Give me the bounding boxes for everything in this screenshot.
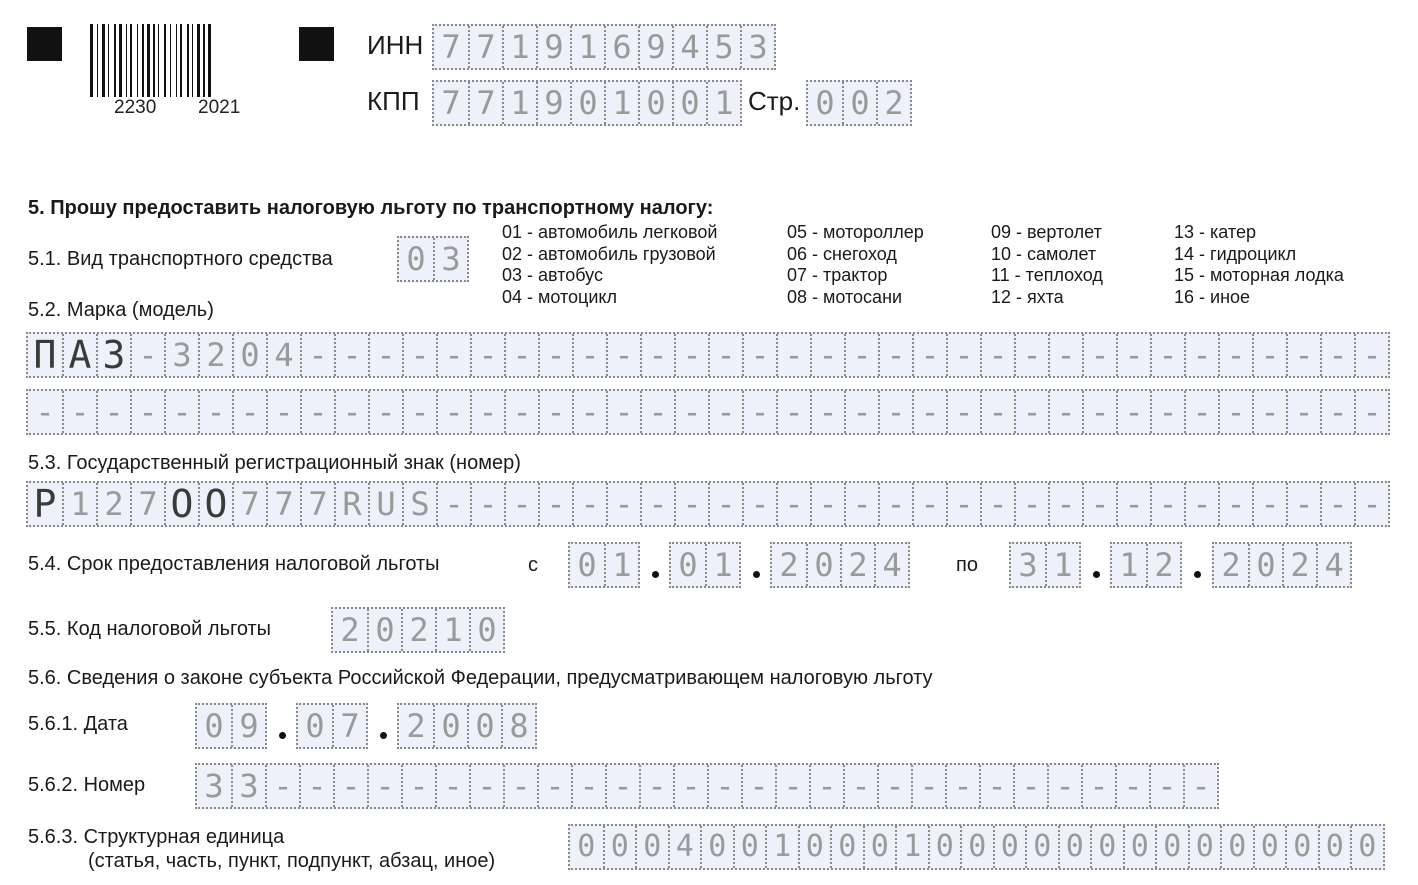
char-cell: 2 <box>1221 546 1241 584</box>
brand-field-line-1[interactable] <box>26 332 1390 378</box>
period-to-year[interactable] <box>1212 542 1352 588</box>
char-cell: R <box>334 483 368 525</box>
vehicle-code-item: 14 - гидроцикл <box>1174 243 1297 264</box>
char-cell: 0 <box>1155 826 1188 868</box>
char-cell: 3 <box>740 26 774 68</box>
law-number-field[interactable] <box>195 763 1219 809</box>
char-cell: - <box>674 391 708 433</box>
char-cell: 0 <box>232 334 266 376</box>
char-cell: - <box>708 391 742 433</box>
char-cell: 0 <box>815 84 835 122</box>
char-cell: - <box>1354 483 1388 525</box>
char-cell: - <box>776 334 810 376</box>
char-cell: - <box>1184 334 1218 376</box>
char-cell: 9 <box>536 26 570 68</box>
char-cell: 2 <box>340 611 360 649</box>
char-cell: - <box>844 391 878 433</box>
char-cell: - <box>606 334 640 376</box>
period-from-day[interactable] <box>568 542 640 588</box>
char-cell: - <box>843 765 877 807</box>
char-cell: - <box>1014 334 1048 376</box>
char-cell: - <box>402 391 436 433</box>
char-cell: - <box>775 765 809 807</box>
char-cell: - <box>1354 391 1388 433</box>
char-cell: - <box>1047 765 1081 807</box>
section-title: 5. Прошу предоставить налоговую льготу по транспортному налогу: <box>28 197 714 219</box>
registration-marker-right <box>299 27 334 61</box>
date-separator <box>380 732 387 739</box>
char-cell: - <box>470 483 504 525</box>
char-cell: - <box>1184 483 1218 525</box>
char-cell: 0 <box>603 826 636 868</box>
char-cell: - <box>809 765 843 807</box>
char-cell: - <box>1150 391 1184 433</box>
char-cell: - <box>1048 334 1082 376</box>
char-cell: - <box>1082 391 1116 433</box>
char-cell: А <box>62 334 96 376</box>
char-cell: - <box>878 334 912 376</box>
char-cell: - <box>1286 334 1320 376</box>
char-cell: - <box>299 765 333 807</box>
char-cell: 1 <box>570 26 604 68</box>
char-cell: 1 <box>502 26 536 68</box>
char-cell: - <box>606 391 640 433</box>
char-cell: 3 <box>433 238 467 280</box>
page-number-field[interactable] <box>806 80 912 126</box>
period-from-year[interactable] <box>770 542 910 588</box>
date-separator <box>1093 571 1100 578</box>
char-cell: З <box>96 334 130 376</box>
date-separator <box>1194 571 1201 578</box>
char-cell: - <box>1320 483 1354 525</box>
char-cell: - <box>368 334 402 376</box>
char-cell: 0 <box>672 82 706 124</box>
char-cell: - <box>1014 391 1048 433</box>
char-cell: - <box>946 334 980 376</box>
vehicle-codes-column-4 <box>1174 222 1344 308</box>
char-cell: 0 <box>638 82 672 124</box>
char-cell: - <box>367 765 401 807</box>
char-cell: О <box>164 483 198 525</box>
char-cell: 7 <box>332 705 366 747</box>
char-cell: - <box>1320 391 1354 433</box>
char-cell: 0 <box>733 826 766 868</box>
char-cell: 1 <box>706 82 740 124</box>
char-cell: - <box>980 391 1014 433</box>
char-cell: - <box>912 483 946 525</box>
char-cell: - <box>436 334 470 376</box>
char-cell: - <box>946 391 980 433</box>
char-cell: 0 <box>830 826 863 868</box>
char-cell: - <box>640 334 674 376</box>
char-cell: - <box>1150 483 1184 525</box>
vehicle-code-item: 12 - яхта <box>991 286 1064 307</box>
char-cell: 0 <box>700 826 733 868</box>
char-cell: 0 <box>577 546 597 584</box>
char-cell: 1 <box>502 82 536 124</box>
vehicle-code-item: 03 - автобус <box>502 265 603 285</box>
char-cell: - <box>1048 483 1082 525</box>
char-cell: - <box>639 765 673 807</box>
char-cell: - <box>1048 391 1082 433</box>
char-cell: 0 <box>1025 826 1058 868</box>
char-cell: 0 <box>1090 826 1123 868</box>
kpp-field[interactable] <box>432 80 742 126</box>
char-cell: - <box>470 334 504 376</box>
char-cell: 7 <box>130 483 164 525</box>
char-cell: - <box>1149 765 1183 807</box>
vehicle-codes-column-2 <box>787 222 924 308</box>
vehicle-code-item: 05 - мотороллер <box>787 222 924 242</box>
char-cell: - <box>300 334 334 376</box>
char-cell: 0 <box>1188 826 1221 868</box>
char-cell: S <box>402 483 436 525</box>
barcode <box>90 24 271 97</box>
char-cell: U <box>368 483 402 525</box>
char-cell: 0 <box>577 829 596 864</box>
char-cell: 4 <box>672 26 706 68</box>
char-cell: - <box>300 391 334 433</box>
reg-number-field[interactable] <box>26 481 1390 527</box>
char-cell: 6 <box>604 26 638 68</box>
char-cell: 7 <box>441 28 461 66</box>
page-label: Стр. <box>748 86 801 116</box>
char-cell: - <box>401 765 435 807</box>
benefit-code-label: 5.5. Код налоговой льготы <box>28 618 272 640</box>
char-cell: - <box>470 391 504 433</box>
period-from-month[interactable] <box>669 542 741 588</box>
law-date-day[interactable] <box>195 703 267 749</box>
char-cell: 7 <box>266 483 300 525</box>
char-cell: - <box>62 391 96 433</box>
char-cell: 0 <box>1123 826 1156 868</box>
char-cell: - <box>1081 765 1115 807</box>
char-cell: - <box>334 391 368 433</box>
char-cell: - <box>640 483 674 525</box>
char-cell: - <box>96 391 130 433</box>
char-cell: - <box>1252 334 1286 376</box>
vehicle-codes-column-1 <box>502 222 717 308</box>
char-cell: - <box>742 391 776 433</box>
char-cell: 0 <box>433 705 467 747</box>
char-cell: - <box>572 334 606 376</box>
char-cell: - <box>878 391 912 433</box>
char-cell: - <box>1218 483 1252 525</box>
char-cell: 4 <box>266 334 300 376</box>
structural-unit-label: 5.6.3. Структурная единица <box>28 826 285 848</box>
char-cell: - <box>1013 765 1047 807</box>
char-cell: 2 <box>1146 544 1180 586</box>
char-cell: 2 <box>779 546 799 584</box>
char-cell: 3 <box>1018 546 1038 584</box>
char-cell: 1 <box>1119 546 1139 584</box>
char-cell: 0 <box>678 546 698 584</box>
char-cell: - <box>776 391 810 433</box>
char-cell: 8 <box>501 705 535 747</box>
char-cell: 1 <box>62 483 96 525</box>
kpp-label: КПП <box>367 86 420 116</box>
char-cell: - <box>538 334 572 376</box>
char-cell: - <box>708 483 742 525</box>
char-cell: 7 <box>300 483 334 525</box>
char-cell: О <box>198 483 232 525</box>
char-cell: - <box>640 391 674 433</box>
char-cell: 0 <box>993 826 1026 868</box>
char-cell: - <box>1252 391 1286 433</box>
char-cell: - <box>266 391 300 433</box>
char-cell: - <box>1116 391 1150 433</box>
char-cell: - <box>537 765 571 807</box>
char-cell: 2 <box>406 707 426 745</box>
char-cell: - <box>198 391 232 433</box>
char-cell: 1 <box>1045 544 1079 586</box>
char-cell: 7 <box>468 82 502 124</box>
char-cell: 0 <box>406 240 426 278</box>
char-cell: - <box>844 483 878 525</box>
char-cell: 5 <box>706 26 740 68</box>
char-cell: 2 <box>96 483 130 525</box>
structural-unit-field[interactable] <box>568 824 1385 870</box>
char-cell: 0 <box>1058 826 1091 868</box>
char-cell: - <box>504 334 538 376</box>
period-to-label: по <box>956 554 978 576</box>
char-cell: - <box>504 391 538 433</box>
char-cell: - <box>1150 334 1184 376</box>
char-cell: - <box>572 483 606 525</box>
char-cell: - <box>674 334 708 376</box>
char-cell: - <box>1286 391 1320 433</box>
char-cell: 0 <box>928 826 961 868</box>
vehicle-type-field[interactable] <box>397 236 469 282</box>
char-cell: - <box>35 393 55 431</box>
char-cell: - <box>435 765 469 807</box>
benefit-code-field[interactable] <box>331 607 505 653</box>
inn-label: ИНН <box>367 30 424 60</box>
char-cell: - <box>708 334 742 376</box>
date-separator <box>279 732 286 739</box>
char-cell: 2 <box>840 544 874 586</box>
char-cell: 4 <box>668 826 701 868</box>
char-cell: - <box>1116 334 1150 376</box>
char-cell: - <box>810 483 844 525</box>
char-cell: 9 <box>231 705 265 747</box>
vehicle-code-item: 02 - автомобиль грузовой <box>502 243 716 264</box>
char-cell: 2 <box>1282 544 1316 586</box>
char-cell: 1 <box>765 826 798 868</box>
char-cell: - <box>877 765 911 807</box>
char-cell: - <box>538 391 572 433</box>
char-cell: - <box>436 483 470 525</box>
char-cell: - <box>741 765 775 807</box>
char-cell: 0 <box>863 826 896 868</box>
char-cell: 7 <box>232 483 266 525</box>
char-cell: - <box>742 483 776 525</box>
char-cell: 2 <box>401 609 435 651</box>
char-cell: - <box>1184 391 1218 433</box>
vehicle-code-item: 15 - моторная лодка <box>1174 265 1344 285</box>
char-cell: - <box>265 765 299 807</box>
vehicle-code-item: 08 - мотосани <box>787 286 903 307</box>
char-cell: 0 <box>305 707 325 745</box>
char-cell: - <box>673 765 707 807</box>
char-cell: 0 <box>367 609 401 651</box>
char-cell: 0 <box>1248 544 1282 586</box>
char-cell: 0 <box>467 705 501 747</box>
char-cell: - <box>469 765 503 807</box>
char-cell: 1 <box>435 609 469 651</box>
char-cell: 3 <box>204 767 224 805</box>
char-cell: - <box>538 483 572 525</box>
char-cell: 0 <box>1285 826 1318 868</box>
law-date-month[interactable] <box>296 703 368 749</box>
vehicle-code-item: 09 - вертолет <box>991 222 1102 242</box>
char-cell: 0 <box>570 82 604 124</box>
char-cell: - <box>1286 483 1320 525</box>
char-cell: - <box>878 483 912 525</box>
char-cell: - <box>1082 334 1116 376</box>
char-cell: 7 <box>441 84 461 122</box>
char-cell: 0 <box>842 82 876 124</box>
char-cell: 2 <box>876 82 910 124</box>
char-cell: - <box>912 334 946 376</box>
structural-unit-hint: (статья, часть, пункт, подпункт, абзац, иное) <box>88 850 496 872</box>
char-cell: - <box>572 391 606 433</box>
brand-field-line-2[interactable] <box>26 389 1390 435</box>
vehicle-code-item: 10 - самолет <box>991 243 1097 264</box>
char-cell: - <box>232 391 266 433</box>
char-cell: 0 <box>1318 826 1351 868</box>
char-cell: - <box>1354 334 1388 376</box>
law-date-label: 5.6.1. Дата <box>28 713 128 735</box>
char-cell: - <box>606 483 640 525</box>
vehicle-code-item: 11 - теплоход <box>991 265 1103 285</box>
vehicle-type-label: 5.1. Вид транспортного средства <box>28 248 333 270</box>
char-cell: 0 <box>798 826 831 868</box>
char-cell: 9 <box>536 82 570 124</box>
char-cell: - <box>1218 334 1252 376</box>
char-cell: 0 <box>806 544 840 586</box>
barcode-number-right: 2021 <box>198 97 241 118</box>
char-cell: - <box>571 765 605 807</box>
vehicle-code-item: 06 - снегоход <box>787 243 897 264</box>
char-cell: 1 <box>705 544 739 586</box>
char-cell: - <box>980 334 1014 376</box>
barcode-number-left: 2230 <box>114 97 157 118</box>
char-cell: П <box>33 334 57 376</box>
period-to-month[interactable] <box>1110 542 1182 588</box>
reg-number-label: 5.3. Государственный регистрационный знак (номер) <box>28 452 521 474</box>
char-cell: - <box>776 483 810 525</box>
char-cell: - <box>844 334 878 376</box>
vehicle-codes-column-3 <box>991 222 1103 308</box>
char-cell: 3 <box>231 765 265 807</box>
char-cell: 3 <box>164 334 198 376</box>
char-cell: 0 <box>469 609 503 651</box>
char-cell: 1 <box>895 826 928 868</box>
char-cell: 0 <box>635 826 668 868</box>
char-cell: - <box>945 765 979 807</box>
char-cell: 7 <box>468 26 502 68</box>
char-cell: - <box>1116 483 1150 525</box>
char-cell: - <box>334 334 368 376</box>
char-cell: 0 <box>204 707 224 745</box>
char-cell: - <box>674 483 708 525</box>
vehicle-code-item: 13 - катер <box>1174 222 1256 242</box>
char-cell: - <box>980 483 1014 525</box>
vehicle-code-item: 16 - иное <box>1174 286 1251 307</box>
period-to-day[interactable] <box>1009 542 1081 588</box>
date-separator <box>753 571 760 578</box>
brand-label: 5.2. Марка (модель) <box>28 299 214 321</box>
char-cell: 1 <box>604 82 638 124</box>
period-from-label: с <box>528 554 538 576</box>
char-cell: 2 <box>198 334 232 376</box>
char-cell: - <box>333 765 367 807</box>
char-cell: - <box>946 483 980 525</box>
char-cell: 4 <box>1316 544 1350 586</box>
char-cell: - <box>707 765 741 807</box>
char-cell: - <box>1320 334 1354 376</box>
inn-field[interactable] <box>432 24 776 70</box>
char-cell: 9 <box>638 26 672 68</box>
char-cell: - <box>979 765 1013 807</box>
char-cell: - <box>130 334 164 376</box>
char-cell: - <box>911 765 945 807</box>
char-cell: 1 <box>604 544 638 586</box>
char-cell: - <box>1082 483 1116 525</box>
registration-marker-left <box>27 27 62 61</box>
char-cell: - <box>130 391 164 433</box>
law-date-year[interactable] <box>397 703 537 749</box>
char-cell: - <box>504 483 538 525</box>
char-cell: - <box>503 765 537 807</box>
law-label: 5.6. Сведения о законе субъекта Российской Федерации, предусматривающем налоговую льготу <box>28 667 933 689</box>
char-cell: 0 <box>1253 826 1286 868</box>
char-cell: - <box>810 334 844 376</box>
char-cell: - <box>810 391 844 433</box>
char-cell: 4 <box>874 544 908 586</box>
char-cell: 0 <box>1220 826 1253 868</box>
vehicle-code-item: 07 - трактор <box>787 265 888 285</box>
char-cell: - <box>1252 483 1286 525</box>
char-cell: - <box>1218 391 1252 433</box>
char-cell: - <box>912 391 946 433</box>
char-cell: - <box>368 391 402 433</box>
law-number-label: 5.6.2. Номер <box>28 774 146 796</box>
period-label: 5.4. Срок предоставления налоговой льготы <box>28 553 440 575</box>
date-separator <box>652 571 659 578</box>
char-cell: - <box>164 391 198 433</box>
char-cell: - <box>605 765 639 807</box>
char-cell: - <box>402 334 436 376</box>
char-cell: - <box>1183 765 1217 807</box>
char-cell: 0 <box>960 826 993 868</box>
char-cell: Р <box>33 483 57 525</box>
vehicle-code-item: 04 - мотоцикл <box>502 286 618 307</box>
char-cell: - <box>1115 765 1149 807</box>
char-cell: - <box>742 334 776 376</box>
vehicle-code-item: 01 - автомобиль легковой <box>502 222 718 242</box>
char-cell: - <box>436 391 470 433</box>
char-cell: 0 <box>1350 826 1383 868</box>
char-cell: - <box>1014 483 1048 525</box>
